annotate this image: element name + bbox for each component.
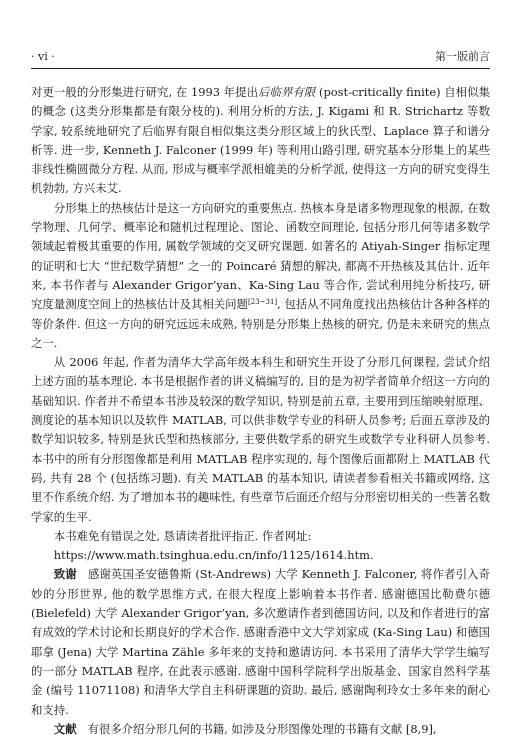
paragraph-1-text-b: (post-critically finite) 自相似集的概念 (这类分形集都是有限分枝的). 利用分析的方法, J. Kigami 和 R. Strichartz 等数学家, 较系统地研究了后临界有限自相似集这类分形区域上的狄氏型、Laplace 算子和谱分析等. 进一步, Kenneth J. Falconer (1999 年) 等利用山路引理, 研究基本分形集上的某些非线性椭圆微分方程. 从而, 形成与概率学派相媲美的分析学派, 使得这一方向的研究变得生机勃勃, 方兴未艾. xyxy=(31,85,490,196)
references-label: 文献 xyxy=(53,721,77,736)
paragraph-1 xyxy=(31,83,490,199)
header-rule xyxy=(31,68,490,69)
emphasis-term: 后临界有限 xyxy=(258,85,316,99)
paragraph-4: 本书难免有错误之处, 恳请读者批评指正. 作者网址: xyxy=(53,528,312,543)
paragraph-2-text-b: , 包括从不同角度找出热核估计各种各样的等价条件. 但这一方向的研究远远未成熟, 特别是分形集上热核的研究, 仍是未来研究的焦点之一. xyxy=(31,297,490,350)
paragraph-2-text-a: 分形集上的热核估计是这一方向研究的重要焦点. 热核本身是诸多物理现象的根源, 在数学物理、几何学、概率论和随机过程理论、图论、函数空间理论, 包括分形几何等诸多数学领域起着极其重要的作用, 属数学领域的交叉研究课题. 如著名的 Atiyah-Singer 指标定理的证明和七大 “世纪数学猜想” 之一的 Poincaré 猜想的解决, 都离不开热核及其估计. 近年来, 本书作者与 Alexander Grigor’yan、Ka-Sing Lau 等合作, 尝试利用纯分析技巧, 研究度量测度空间上的热核估计及其相关问题 xyxy=(31,200,490,312)
body-text xyxy=(31,83,490,739)
author-url: https://www.math.tsinghua.edu.cn/info/1125/1614.htm. xyxy=(53,548,374,563)
references-paragraph xyxy=(31,720,490,739)
acknowledgements xyxy=(31,565,490,719)
paragraph-3: 从 2006 年起, 作者为清华大学高年级本科生和研究生开设了分形几何课程, 尝试介绍上述方面的基本理论. 本书是根据作者的讲义稿编写的, 目的是为初学者简单介绍这一方向的基础知识. 作者并不希望本书涉及较深的数学知识, 特别是前五章, 主要用到压缩映射原理、测度论的基本知识以及软件 MATLAB, 可以供非数学专业的科研人员参考; 后面五章涉及的数学知识较多, 特别是狄氏型和热核部分, 主要供数学系的研究生或数学专业科研人员参考. 本书中的所有分形图像都是利用 MATLAB 程序实现的, 每个图像后面都附上 MATLAB 代码, 共有 28 个 (包括练习题). 有关 MATLAB 的基本知识, 请读者参看相关书籍或网络, 这里不作系统介绍. 为了增加本书的趣味性, 有些章节后面还介绍与分形密切相关的一些著名数学家的生平. xyxy=(31,355,490,524)
page-number: · vi · xyxy=(31,50,55,63)
paragraph-1-text-a: 对更一般的分形集进行研究, 在 1993 年提出 xyxy=(31,85,259,99)
running-header xyxy=(31,50,490,64)
section-title: 第一版前言 xyxy=(435,50,490,63)
references-text: 有很多介绍分形几何的书籍, 如涉及分形图像处理的书籍有文献 [8,9], xyxy=(87,721,437,736)
acknowledgements-label: 致谢 xyxy=(53,567,77,582)
acknowledgements-text: 感谢英国圣安德鲁斯 (St-Andrews) 大学 Kenneth J. Falconer, 将作者引入奇妙的分形世界, 他的数学思维方式, 在很大程度上影响着本书作者. 感谢德国比勒费尔德 (Bielefeld) 大学 Alexander Grigor’yan, 多次邀请作者到德国访问, 以及和作者进行的富有成效的学术讨论和长期良好的学术合作. 感谢香港中文大学刘家成 (Ka-Sing Lau) 和德国耶拿 (Jena) 大学 Martina Zähle 多年来的支持和邀请访问. 本书采用了清华大学学生编写的一部分 MATLAB 程序, 在此表示感谢. 感谢中国科学院科学出版基金、国家自然科学基金 (编号 11071108) 和清华大学自主科研课题的资助. 最后, 感谢陶利玲女士多年来的耐心和支持. xyxy=(31,567,490,717)
paragraph-2 xyxy=(31,199,490,353)
citation-ref: [23~31] xyxy=(248,298,278,307)
